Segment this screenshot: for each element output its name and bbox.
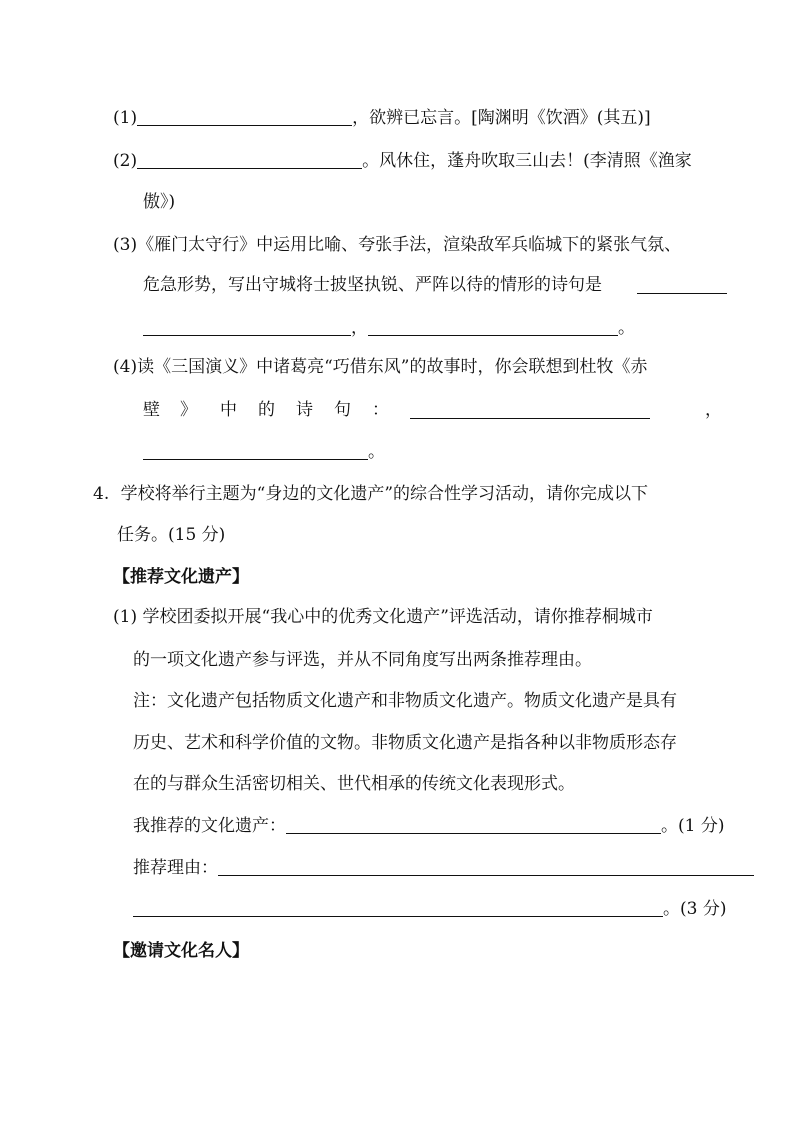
answer-blank[interactable]: [368, 317, 618, 336]
item-text: 读《三国演义》中诸葛亮“巧借东风”的故事时，你会联想到杜牧《赤: [137, 357, 648, 377]
note-line3: 在的与群众生活密切相关、世代相承的传统文化表现形式。: [133, 774, 575, 794]
note-line2: 历史、艺术和科学价值的文物。非物质文化遗产是指各种以非物质形态存: [133, 733, 677, 753]
recommend-score: 。(1 分): [661, 816, 725, 836]
recommend-label: 我推荐的文化遗产：: [133, 816, 286, 836]
comma: ，: [351, 318, 368, 338]
answer-blank[interactable]: [137, 150, 362, 169]
q4-header-line1: [93, 483, 648, 505]
q4-sub1-line1: [113, 606, 653, 628]
reason-score: 。(3 分): [663, 899, 727, 919]
reason-answer-blank[interactable]: [218, 857, 754, 876]
comma: ，: [705, 400, 722, 420]
q3-item1: [113, 107, 651, 129]
answer-blank[interactable]: [137, 107, 352, 126]
answer-blank[interactable]: [143, 441, 368, 460]
section-heading-recommend: 【推荐文化遗产】: [113, 567, 249, 587]
q3-item4-line3: [143, 441, 385, 463]
reason-label: 推荐理由：: [133, 858, 218, 878]
char: 句: [334, 400, 351, 420]
item-text: 学校团委拟开展“我心中的优秀文化遗产”评选活动，请你推荐桐城市: [142, 607, 653, 627]
q3-item3-line3: [143, 317, 635, 339]
item-number: (1): [113, 108, 138, 128]
item-number: (4): [113, 357, 138, 377]
char: 诗: [296, 400, 313, 420]
question-number: 4.: [93, 484, 110, 504]
q3-item4-line1: [113, 356, 647, 378]
q3-item3-line1: [113, 234, 681, 256]
q4-header-line2: 任务。(15 分): [117, 525, 226, 545]
item-number: (1): [113, 607, 138, 627]
answer-blank[interactable]: [410, 400, 650, 419]
item-number: (3): [113, 235, 138, 255]
q3-item3-line2: [143, 274, 602, 296]
section-heading-invite: 【邀请文化名人】: [113, 941, 249, 961]
reason-row: [133, 857, 754, 879]
answer-blank[interactable]: [143, 317, 351, 336]
recommend-answer-blank[interactable]: [286, 815, 661, 834]
char: 》: [180, 400, 197, 420]
char: 中: [220, 400, 237, 420]
item-text: 。风休住，蓬舟吹取三山去！(李清照《渔家: [362, 151, 692, 171]
q3-item2-continued: 傲》): [143, 192, 176, 212]
char: 壁: [143, 400, 160, 420]
char: 的: [258, 400, 275, 420]
reason-answer-blank[interactable]: [133, 898, 663, 917]
char: ：: [372, 400, 389, 420]
period: 。: [368, 442, 385, 462]
recommend-row: [133, 815, 724, 837]
item-text: 《雁门太守行》中运用比喻、夸张手法，渲染敌军兵临城下的紧张气氛、: [137, 235, 682, 255]
q4-sub1-line2: 的一项文化遗产参与评选，并从不同角度写出两条推荐理由。: [133, 650, 592, 670]
note-line1: 注：文化遗产包括物质文化遗产和非物质文化遗产。物质文化遗产是具有: [133, 691, 677, 711]
q3-item2: [113, 150, 692, 172]
item-text: 危急形势，写出守城将士披坚执锐、严阵以待的情形的诗句是: [143, 275, 602, 295]
reason-row-2: [133, 898, 726, 920]
item-number: (2): [113, 151, 138, 171]
answer-blank[interactable]: [637, 275, 727, 294]
question-text: 学校将举行主题为“身边的文化遗产”的综合性学习活动，请你完成以下: [120, 484, 649, 504]
period: 。: [618, 318, 635, 338]
item-text: ，欲辨已忘言。[陶渊明《饮酒》(其五)]: [352, 108, 651, 128]
